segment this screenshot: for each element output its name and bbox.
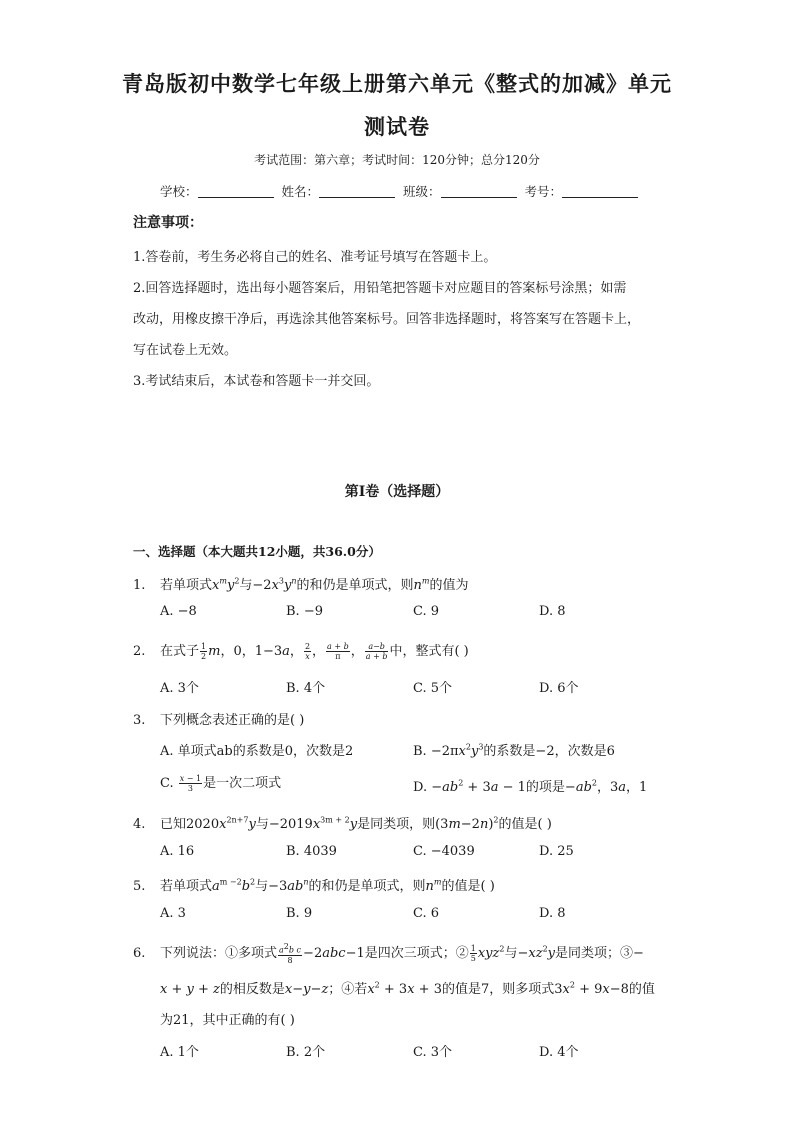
question-number: 3. <box>133 713 146 728</box>
q3-option-b[interactable]: B. $-2\pi x^2y^3$的系数是−2，次数是6 <box>413 742 615 759</box>
q6-option-b[interactable]: B. 2个 <box>286 1045 326 1060</box>
question-3 <box>133 709 304 728</box>
notice-item-3: 3.考试结束后，本试卷和答题卡一并交回。 <box>133 374 380 389</box>
q5-option-c[interactable]: C. 6 <box>413 906 440 921</box>
exam-title-line1: 青岛版初中数学七年级上册第六单元《整式的加减》单元 <box>122 71 672 96</box>
notice-item-2b: 改动，用橡皮擦干净后，再选涂其他答案标号。回答非选择题时，将答案写在答题卡上， <box>133 312 641 327</box>
q1-option-d[interactable]: D. 8 <box>539 604 566 619</box>
class-label: 班级： <box>403 184 441 199</box>
exam-number-blank[interactable] <box>562 184 638 198</box>
student-info-row <box>160 182 642 200</box>
school-label: 学校： <box>160 184 198 199</box>
question-number: 2. <box>133 644 146 659</box>
q4-option-b[interactable]: B. 4039 <box>286 844 337 859</box>
q1-option-c[interactable]: C. 9 <box>413 604 440 619</box>
q2-option-b[interactable]: B. 4个 <box>286 681 326 696</box>
question-6-line1: 6. 下列说法：①多项式 $\frac{a^2b c}{8}$ −2abc−1是四次三项式；② $\frac{1}{5}$ xyz$^2$与$-xz^2y$是同类项；③− <box>133 942 644 965</box>
q4-option-c[interactable]: C. −4039 <box>413 844 475 859</box>
q1-option-a[interactable]: A. −8 <box>160 604 197 619</box>
q5-option-b[interactable]: B. 9 <box>286 906 313 921</box>
q3-option-a[interactable]: A. 单项式ab的系数是0，次数是2 <box>160 744 354 759</box>
q5-option-d[interactable]: D. 8 <box>539 906 566 921</box>
q6-option-c[interactable]: C. 3个 <box>413 1045 453 1060</box>
q2-option-d[interactable]: D. 6个 <box>539 681 579 696</box>
q6-option-d[interactable]: D. 4个 <box>539 1045 579 1060</box>
question-number: 1. <box>133 578 146 593</box>
q4-option-a[interactable]: A. 16 <box>160 844 195 859</box>
notice-item-2a: 2.回答选择题时，选出每小题答案后，用铅笔把答题卡对应题目的答案标号涂黑；如需 <box>133 281 627 296</box>
question-number: 4. <box>133 817 146 832</box>
section-heading: 一、选择题（本大题共12小题，共36.0分） <box>133 544 381 559</box>
exam-scope: 考试范围：第六章；考试时间：120分钟；总分120分 <box>254 153 540 167</box>
school-blank[interactable] <box>198 184 274 198</box>
q2-option-a[interactable]: A. 3个 <box>160 681 199 696</box>
question-1: 1. 若单项式$x^my^2$与$-2x^3y^n$的和仍是单项式，则$n^m$的值为 <box>133 576 469 593</box>
question-6-line3: 为21，其中正确的有( ) <box>160 1013 295 1028</box>
name-blank[interactable] <box>319 184 395 198</box>
question-5: 5. 若单项式$a^{m -2}b^2$与$-3ab^n$的和仍是单项式，则$n^m$的值是( ) <box>133 877 495 894</box>
q5-option-a[interactable]: A. 3 <box>160 906 186 921</box>
notice-heading: 注意事项： <box>133 215 203 231</box>
question-6-line2: x + y + z的相反数是x−y−z；④若$x^2 + 3x + 3$的值是7，则多项式$3x^2 + 9x-8$的值 <box>160 980 655 997</box>
notice-item-2c: 写在试卷上无效。 <box>133 343 238 358</box>
question-number: 5. <box>133 879 146 894</box>
exam-number-label: 考号： <box>524 184 563 199</box>
question-2: 2. 在式子 $\frac{1}{2}$ m，0，1−3a， $\frac{2}{x}$ ， $\frac{a + b}{\pi}$ ， $\frac{a-b}{a + b}$ 中，整式有( ) <box>133 642 469 661</box>
q4-option-d[interactable]: D. 25 <box>539 844 574 859</box>
q2-option-c[interactable]: C. 5个 <box>413 681 453 696</box>
q1-option-b[interactable]: B. −9 <box>286 604 323 619</box>
question-4: 4. 已知$2020x^{2n+7}y$与$-2019x^{3m + 2}y$是同类项，则$(3m-2n)^2$的值是( ) <box>133 815 552 832</box>
q3-option-d[interactable]: D. $-ab^2 + 3a - 1$的项是$-ab^2$，3a，1 <box>413 778 648 795</box>
notice-item-1: 1.答卷前，考生务必将自己的姓名、准考证号填写在答题卡上。 <box>133 250 497 265</box>
name-label: 姓名： <box>281 184 320 199</box>
question-3-text: 下列概念表述正确的是( ) <box>160 713 305 728</box>
class-blank[interactable] <box>441 184 517 198</box>
q3-option-c[interactable]: C. $\frac{x - 1}{3}$ 是一次二项式 <box>160 774 282 793</box>
question-number: 6. <box>133 946 146 961</box>
section-title: 第Ⅰ卷（选择题） <box>344 484 450 500</box>
exam-title-line2: 测试卷 <box>364 114 430 139</box>
q6-option-a[interactable]: A. 1个 <box>160 1045 199 1060</box>
